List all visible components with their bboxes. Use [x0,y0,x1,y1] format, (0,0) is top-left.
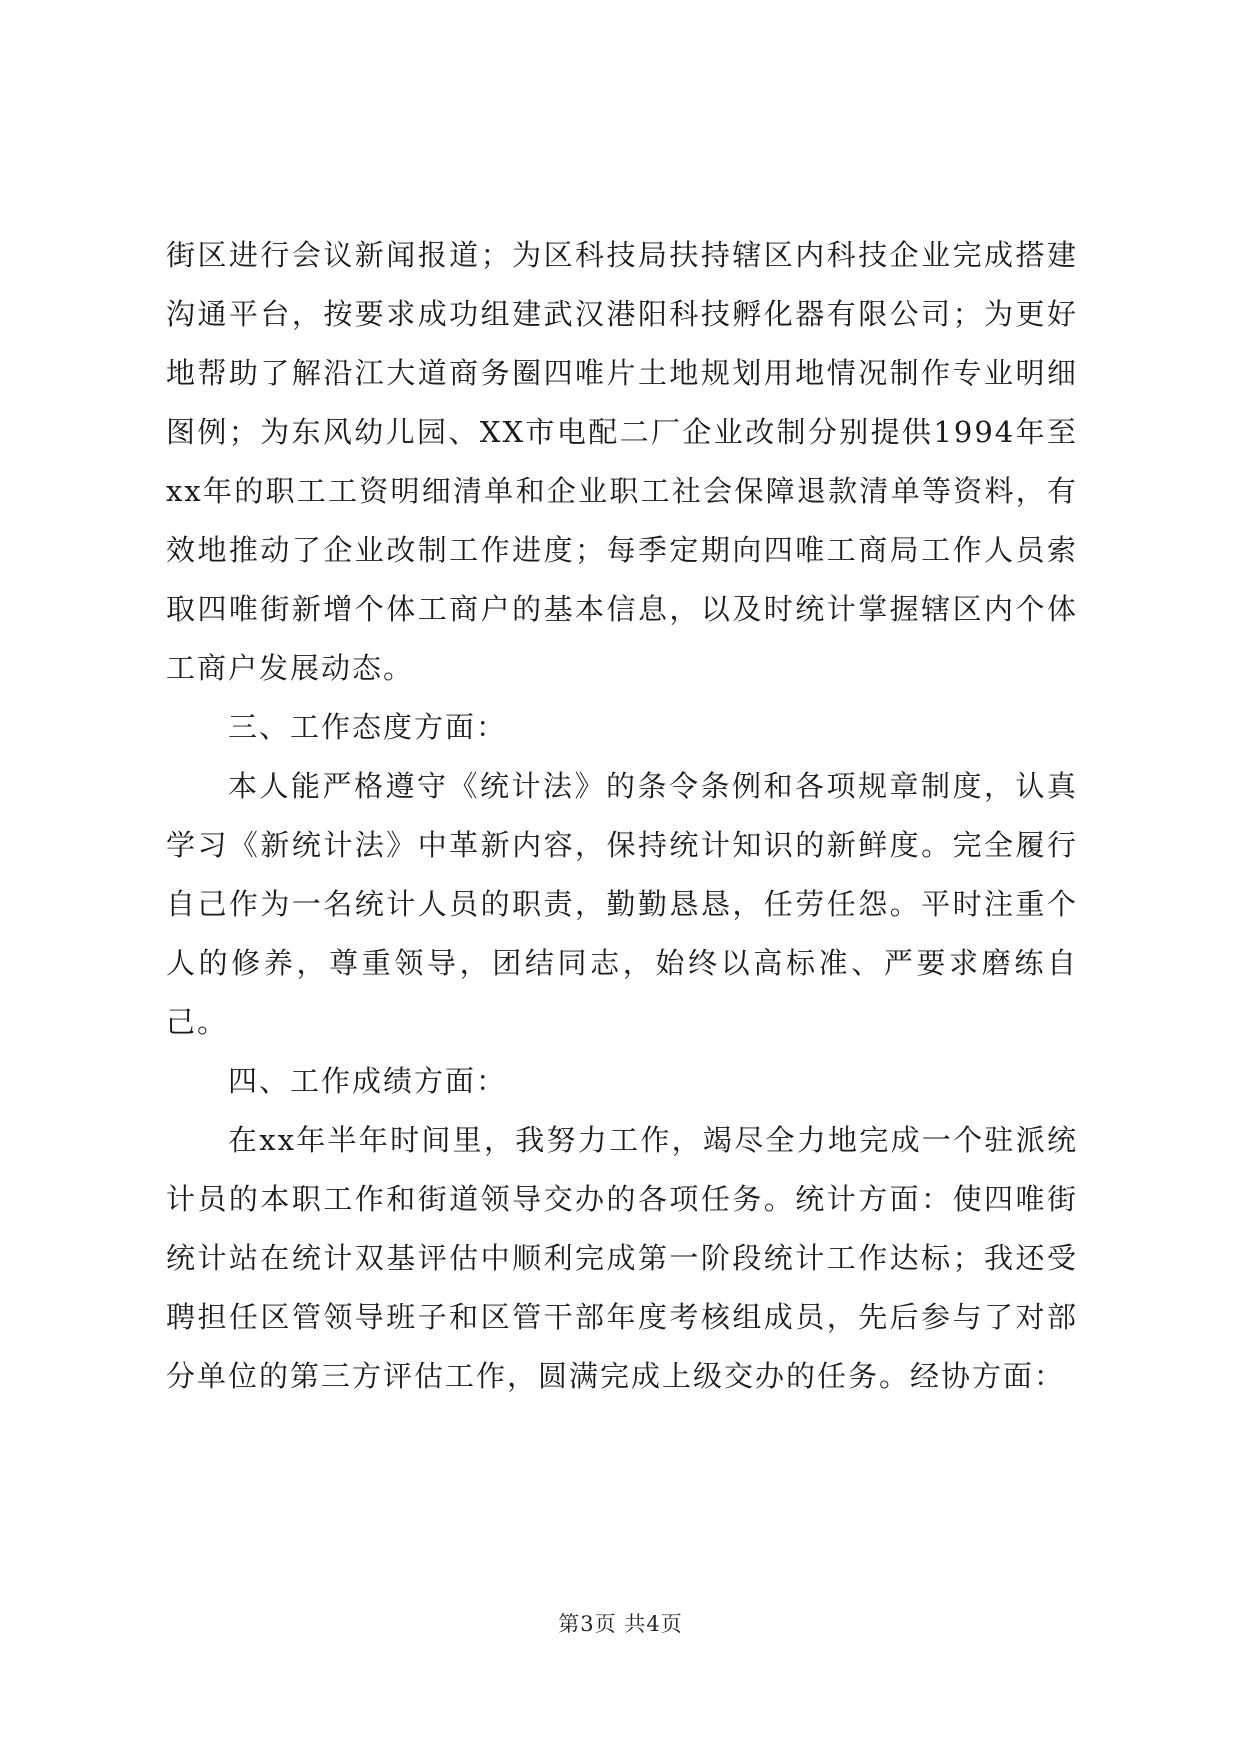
paragraph-achievements: 在xx年半年时间里，我努力工作，竭尽全力地完成一个驻派统计员的本职工作和街道领导交办的各项任务。统计方面：使四唯街统计站在统计双基评估中顺利完成第一阶段统计工作达标；我还受聘担任区管领导班子和区管干部年度考核组成员，先后参与了对部分单位的第三方评估工作，圆满完成上级交办的任务。经协方面： [166,1123,1078,1393]
document-body [166,226,1078,1406]
section-heading-3: 三、工作态度方面： [228,710,508,744]
page-number-label: 第3页 共4页 [558,1612,683,1636]
paragraph-1: 街区进行会议新闻报道；为区科技局扶持辖区内科技企业完成搭建沟通平台，按要求成功组建武汉港阳科技孵化器有限公司；为更好地帮助了解沿江大道商务圈四唯片土地规划用地情况制作专业明细图例；为东风幼儿园、XX市电配二厂企业改制分别提供1994年至xx年的职工工资明细清单和企业职工社会保障退款清单等资料，有效地推动了企业改制工作进度；每季定期向四唯工商局工作人员索取四唯街新增个体工商户的基本信息，以及时统计掌握辖区内个体工商户发展动态。 [166,238,1078,685]
paragraph-attitude: 本人能严格遵守《统计法》的条令条例和各项规章制度，认真学习《新统计法》中革新内容，保持统计知识的新鲜度。完全履行自己作为一名统计人员的职责，勤勤恳恳，任劳任怨。平时注重个人的修养，尊重领导，团结同志，始终以高标准、严要求磨练自己。 [166,769,1078,1039]
page-footer [0,1608,1241,1638]
section-heading-4: 四、工作成绩方面： [228,1064,508,1098]
